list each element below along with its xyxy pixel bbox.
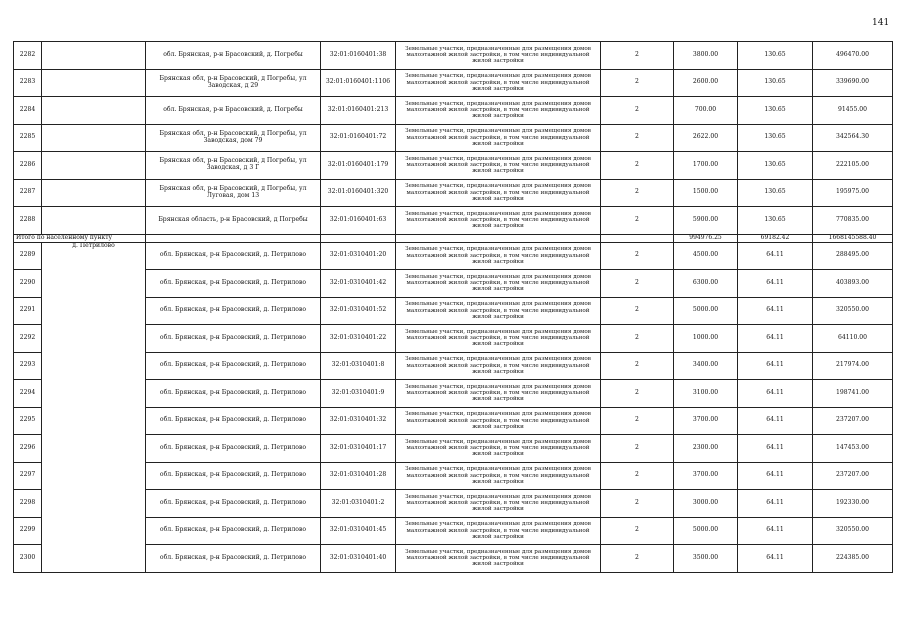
sum-value: 339690.00 — [813, 69, 893, 97]
land-use-line: Земельные участки, предназначенные для размещения домов — [405, 246, 591, 253]
row-number: 2284 — [14, 97, 42, 125]
row-number: 2290 — [14, 270, 42, 298]
rate-value: 64.11 — [738, 352, 813, 380]
category-code: 2 — [601, 42, 674, 70]
row-number: 2282 — [14, 42, 42, 70]
category-code: 2 — [601, 97, 674, 125]
sum-value: 320550.00 — [813, 297, 893, 325]
rate-value: 64.11 — [738, 242, 813, 270]
land-use-line: Земельные участки, предназначенные для размещения домов — [405, 356, 591, 363]
table-row — [14, 545, 893, 573]
land-use-line: Земельные участки, предназначенные для размещения домов — [405, 210, 591, 217]
area-value: 3400.00 — [674, 352, 738, 380]
area-value: 2622.00 — [674, 124, 738, 152]
land-use-line: Земельные участки, предназначенные для размещения домов — [405, 45, 591, 52]
category-code: 2 — [601, 545, 674, 573]
land-use-line: жилой застройки — [472, 396, 524, 403]
land-use-line: жилой застройки — [472, 451, 524, 458]
category-code: 2 — [601, 407, 674, 435]
category-code: 2 — [601, 242, 674, 270]
area-value: 5900.00 — [674, 207, 738, 235]
land-use-cell — [396, 545, 601, 573]
cadastral-number: 32:01:0310401:2 — [321, 490, 396, 518]
total-label: Итого по населенному пункту — [14, 234, 146, 242]
category-code: 2 — [601, 69, 674, 97]
land-use-line: Земельные участки, предназначенные для размещения домов — [405, 100, 591, 107]
sum-value: 217974.00 — [813, 352, 893, 380]
row-number: 2291 — [14, 297, 42, 325]
row-number: 2297 — [14, 462, 42, 490]
cadastral-number: 32:01:0310401:28 — [321, 462, 396, 490]
area-value: 6300.00 — [674, 270, 738, 298]
category-code: 2 — [601, 270, 674, 298]
table-row — [14, 490, 893, 518]
locality-name: д. Петрилово — [72, 242, 115, 249]
address-cell: обл. Брянская, р-н Брасовский, д. Петрилово — [146, 352, 321, 380]
rate-value: 64.11 — [738, 490, 813, 518]
address-cell: обл. Брянская, р-н Брасовский, д. Петрилово — [146, 435, 321, 463]
land-use-line: Земельные участки, предназначенные для размещения домов — [405, 128, 591, 135]
row-number: 2283 — [14, 69, 42, 97]
sum-value: 403893.00 — [813, 270, 893, 298]
cadastral-number: 32:01:0310401:20 — [321, 242, 396, 270]
land-use-line: жилой застройки — [472, 168, 524, 175]
row-number: 2299 — [14, 517, 42, 545]
sum-value: 64110.00 — [813, 325, 893, 353]
category-code: 2 — [601, 124, 674, 152]
area-value: 5000.00 — [674, 297, 738, 325]
rate-value: 64.11 — [738, 297, 813, 325]
land-use-line: малоэтажной жилой застройки, в том числе индивидуальной — [406, 362, 590, 369]
total-row — [14, 234, 893, 242]
cadastral-number: 32:01:0310401:42 — [321, 270, 396, 298]
category-code: 2 — [601, 462, 674, 490]
land-use-line: жилой застройки — [472, 85, 524, 92]
land-use-line: жилой застройки — [472, 223, 524, 230]
land-use-line: малоэтажной жилой застройки, в том числе индивидуальной — [406, 527, 590, 534]
land-use-cell — [396, 297, 601, 325]
row-number: 2287 — [14, 179, 42, 207]
land-use-cell — [396, 97, 601, 125]
land-use-line: малоэтажной жилой застройки, в том числе индивидуальной — [406, 52, 590, 59]
land-use-cell — [396, 270, 601, 298]
cadastral-number: 32:01:0160401:38 — [321, 42, 396, 70]
rate-value: 130.65 — [738, 97, 813, 125]
address-cell: Брянская обл, р-н Брасовский, д Погребы, ул Заводская, д 3 Г — [146, 152, 321, 180]
row-number: 2285 — [14, 124, 42, 152]
cadastral-number: 32:01:0310401:22 — [321, 325, 396, 353]
category-code: 2 — [601, 152, 674, 180]
cadastral-number: 32:01:0160401:179 — [321, 152, 396, 180]
table-row — [14, 152, 893, 180]
table-row — [14, 407, 893, 435]
area-value: 3800.00 — [674, 42, 738, 70]
empty-locality-cell — [42, 207, 146, 235]
land-use-cell — [396, 124, 601, 152]
area-value: 3100.00 — [674, 380, 738, 408]
land-use-cell — [396, 517, 601, 545]
sum-value: 198741.00 — [813, 380, 893, 408]
land-use-line: Земельные участки, предназначенные для размещения домов — [405, 301, 591, 308]
empty-locality-cell — [42, 179, 146, 207]
area-value: 700.00 — [674, 97, 738, 125]
land-use-line: жилой застройки — [472, 313, 524, 320]
land-use-line: малоэтажной жилой застройки, в том числе индивидуальной — [406, 445, 590, 452]
area-value: 1500.00 — [674, 179, 738, 207]
land-use-line: Земельные участки, предназначенные для размещения домов — [405, 466, 591, 473]
row-number: 2292 — [14, 325, 42, 353]
land-use-line: жилой застройки — [472, 58, 524, 65]
land-use-line: малоэтажной жилой застройки, в том числе индивидуальной — [406, 417, 590, 424]
land-use-cell — [396, 407, 601, 435]
row-number: 2300 — [14, 545, 42, 573]
rate-value: 130.65 — [738, 152, 813, 180]
land-use-line: Земельные участки, предназначенные для размещения домов — [405, 273, 591, 280]
land-use-line: Земельные участки, предназначенные для размещения домов — [405, 438, 591, 445]
rate-value: 64.11 — [738, 462, 813, 490]
land-use-line: малоэтажной жилой застройки, в том числе индивидуальной — [406, 335, 590, 342]
land-use-line: Земельные участки, предназначенные для размещения домов — [405, 328, 591, 335]
rate-value: 64.11 — [738, 407, 813, 435]
address-cell: обл. Брянская, р-н Брасовский, д. Петрилово — [146, 407, 321, 435]
area-value: 3700.00 — [674, 462, 738, 490]
page-number: 141 — [872, 18, 890, 28]
cadastral-number: 32:01:0160401:72 — [321, 124, 396, 152]
area-value: 1700.00 — [674, 152, 738, 180]
address-cell: обл. Брянская, р-н Брасовский, д. Погребы — [146, 97, 321, 125]
land-use-line: малоэтажной жилой застройки, в том числе индивидуальной — [406, 307, 590, 314]
land-use-line: малоэтажной жилой застройки, в том числе индивидуальной — [406, 189, 590, 196]
cadastral-number: 32:01:0160401:213 — [321, 97, 396, 125]
rate-value: 64.11 — [738, 380, 813, 408]
sum-value: 237207.00 — [813, 407, 893, 435]
address-cell: обл. Брянская, р-н Брасовский, д. Петрилово — [146, 517, 321, 545]
rows-petrilovo — [14, 242, 893, 572]
land-use-cell — [396, 207, 601, 235]
land-use-line: малоэтажной жилой застройки, в том числе индивидуальной — [406, 500, 590, 507]
address-cell: обл. Брянская, р-н Брасовский, д. Петрилово — [146, 462, 321, 490]
rate-value: 130.65 — [738, 42, 813, 70]
table-row — [14, 352, 893, 380]
address-cell: обл. Брянская, р-н Брасовский, д. Погребы — [146, 42, 321, 70]
table-row — [14, 242, 893, 270]
area-value: 5000.00 — [674, 517, 738, 545]
rate-value: 64.11 — [738, 270, 813, 298]
category-code: 2 — [601, 297, 674, 325]
area-value: 3700.00 — [674, 407, 738, 435]
land-use-line: малоэтажной жилой застройки, в том числе индивидуальной — [406, 280, 590, 287]
area-value: 1000.00 — [674, 325, 738, 353]
cadastral-number: 32:01:0310401:32 — [321, 407, 396, 435]
address-cell: обл. Брянская, р-н Брасовский, д. Петрилово — [146, 490, 321, 518]
rate-value: 64.11 — [738, 517, 813, 545]
land-use-line: Земельные участки, предназначенные для размещения домов — [405, 383, 591, 390]
table-row — [14, 97, 893, 125]
land-use-line: малоэтажной жилой застройки, в том числе индивидуальной — [406, 555, 590, 562]
land-use-line: Земельные участки, предназначенные для размещения домов — [405, 493, 591, 500]
category-code: 2 — [601, 207, 674, 235]
row-number: 2286 — [14, 152, 42, 180]
rate-value: 64.11 — [738, 545, 813, 573]
cadastral-number: 32:01:0160401:1106 — [321, 69, 396, 97]
land-use-line: малоэтажной жилой застройки, в том числе индивидуальной — [406, 79, 590, 86]
land-use-line: жилой застройки — [472, 423, 524, 430]
land-use-line: малоэтажной жилой застройки, в том числе индивидуальной — [406, 134, 590, 141]
table-row — [14, 207, 893, 235]
sum-value: 237207.00 — [813, 462, 893, 490]
land-use-line: малоэтажной жилой застройки, в том числе индивидуальной — [406, 107, 590, 114]
area-value: 2300.00 — [674, 435, 738, 463]
area-value: 3500.00 — [674, 545, 738, 573]
table-row — [14, 124, 893, 152]
cadastral-number: 32:01:0310401:40 — [321, 545, 396, 573]
row-number: 2298 — [14, 490, 42, 518]
land-use-line: малоэтажной жилой застройки, в том числе индивидуальной — [406, 472, 590, 479]
land-use-line: жилой застройки — [472, 368, 524, 375]
land-use-cell — [396, 152, 601, 180]
land-use-cell — [396, 179, 601, 207]
row-number: 2295 — [14, 407, 42, 435]
cadastral-number: 32:01:0160401:320 — [321, 179, 396, 207]
category-code: 2 — [601, 325, 674, 353]
table-row — [14, 325, 893, 353]
sum-value: 192330.00 — [813, 490, 893, 518]
land-registry-table — [13, 41, 893, 573]
land-use-line: Земельные участки, предназначенные для размещения домов — [405, 73, 591, 80]
cadastral-number: 32:01:0160401:63 — [321, 207, 396, 235]
category-code: 2 — [601, 490, 674, 518]
address-cell: Брянская обл, р-н Брасовский, д Погребы, ул Луговая, дом 13 — [146, 179, 321, 207]
land-use-cell — [396, 435, 601, 463]
address-cell: обл. Брянская, р-н Брасовский, д. Петрилово — [146, 242, 321, 270]
land-use-line: жилой застройки — [472, 506, 524, 513]
table-row — [14, 179, 893, 207]
land-use-cell — [396, 42, 601, 70]
address-cell: Брянская обл, р-н Брасовский, д Погребы, ул Заводская, дом 79 — [146, 124, 321, 152]
category-code: 2 — [601, 517, 674, 545]
table-row — [14, 380, 893, 408]
land-use-cell — [396, 325, 601, 353]
land-use-line: жилой застройки — [472, 258, 524, 265]
land-use-cell — [396, 352, 601, 380]
land-use-line: малоэтажной жилой застройки, в том числе индивидуальной — [406, 162, 590, 169]
land-use-line: Земельные участки, предназначенные для размещения домов — [405, 155, 591, 162]
address-cell: обл. Брянская, р-н Брасовский, д. Петрилово — [146, 380, 321, 408]
total-section — [14, 234, 893, 242]
rate-value: 130.65 — [738, 124, 813, 152]
row-number: 2288 — [14, 207, 42, 235]
table-row — [14, 270, 893, 298]
land-use-line: жилой застройки — [472, 533, 524, 540]
address-cell: обл. Брянская, р-н Брасовский, д. Петрилово — [146, 325, 321, 353]
empty-locality-cell — [42, 97, 146, 125]
sum-value: 288495.00 — [813, 242, 893, 270]
cadastral-number: 32:01:0310401:9 — [321, 380, 396, 408]
table-row — [14, 517, 893, 545]
empty-locality-cell — [42, 42, 146, 70]
locality-cell — [42, 242, 146, 572]
row-number: 2293 — [14, 352, 42, 380]
row-number: 2294 — [14, 380, 42, 408]
area-value: 2600.00 — [674, 69, 738, 97]
empty-locality-cell — [42, 152, 146, 180]
land-use-line: жилой застройки — [472, 561, 524, 568]
sum-value: 224385.00 — [813, 545, 893, 573]
cadastral-number: 32:01:0310401:45 — [321, 517, 396, 545]
sum-value: 342564.30 — [813, 124, 893, 152]
address-cell: Брянская обл, р-н Брасовский, д Погребы, ул Заводская, д 29 — [146, 69, 321, 97]
land-use-line: Земельные участки, предназначенные для размещения домов — [405, 411, 591, 418]
land-use-line: жилой застройки — [472, 140, 524, 147]
category-code: 2 — [601, 179, 674, 207]
row-number: 2289 — [14, 242, 42, 270]
area-value: 3000.00 — [674, 490, 738, 518]
row-number: 2296 — [14, 435, 42, 463]
total-sum: 1668145588.40 — [813, 234, 893, 242]
cadastral-number: 32:01:0310401:52 — [321, 297, 396, 325]
sum-value: 222105.00 — [813, 152, 893, 180]
land-use-line: жилой застройки — [472, 341, 524, 348]
land-use-cell — [396, 380, 601, 408]
rate-value: 64.11 — [738, 325, 813, 353]
land-use-line: Земельные участки, предназначенные для размещения домов — [405, 521, 591, 528]
land-use-line: малоэтажной жилой застройки, в том числе индивидуальной — [406, 390, 590, 397]
address-cell: Брянская область, р-н Брасовский, д Погребы — [146, 207, 321, 235]
total-rate: 69182.42 — [738, 234, 813, 242]
land-use-line: жилой застройки — [472, 195, 524, 202]
area-value: 4500.00 — [674, 242, 738, 270]
sum-value: 320550.00 — [813, 517, 893, 545]
land-use-line: жилой застройки — [472, 113, 524, 120]
rate-value: 130.65 — [738, 207, 813, 235]
table-row — [14, 297, 893, 325]
sum-value: 770835.00 — [813, 207, 893, 235]
table-row — [14, 435, 893, 463]
address-cell: обл. Брянская, р-н Брасовский, д. Петрилово — [146, 297, 321, 325]
land-use-cell — [396, 242, 601, 270]
table-row — [14, 462, 893, 490]
empty-locality-cell — [42, 124, 146, 152]
address-cell: обл. Брянская, р-н Брасовский, д. Петрилово — [146, 545, 321, 573]
land-use-cell — [396, 69, 601, 97]
sum-value: 496470.00 — [813, 42, 893, 70]
land-use-line: жилой застройки — [472, 286, 524, 293]
rows-pogreby — [14, 42, 893, 235]
address-cell: обл. Брянская, р-н Брасовский, д. Петрилово — [146, 270, 321, 298]
land-use-line: малоэтажной жилой застройки, в том числе индивидуальной — [406, 252, 590, 259]
category-code: 2 — [601, 352, 674, 380]
category-code: 2 — [601, 380, 674, 408]
sum-value: 147453.00 — [813, 435, 893, 463]
category-code: 2 — [601, 435, 674, 463]
land-use-line: жилой застройки — [472, 478, 524, 485]
total-area: 994976.25 — [674, 234, 738, 242]
rate-value: 130.65 — [738, 179, 813, 207]
land-use-line: Земельные участки, предназначенные для размещения домов — [405, 548, 591, 555]
sum-value: 91455.00 — [813, 97, 893, 125]
cadastral-number: 32:01:0310401:17 — [321, 435, 396, 463]
rate-value: 64.11 — [738, 435, 813, 463]
sum-value: 195975.00 — [813, 179, 893, 207]
table-row — [14, 69, 893, 97]
land-use-line: Земельные участки, предназначенные для размещения домов — [405, 183, 591, 190]
empty-locality-cell — [42, 69, 146, 97]
land-use-cell — [396, 462, 601, 490]
rate-value: 130.65 — [738, 69, 813, 97]
table-row — [14, 42, 893, 70]
land-use-cell — [396, 490, 601, 518]
cadastral-number: 32:01:0310401:8 — [321, 352, 396, 380]
land-use-line: малоэтажной жилой застройки, в том числе индивидуальной — [406, 217, 590, 224]
